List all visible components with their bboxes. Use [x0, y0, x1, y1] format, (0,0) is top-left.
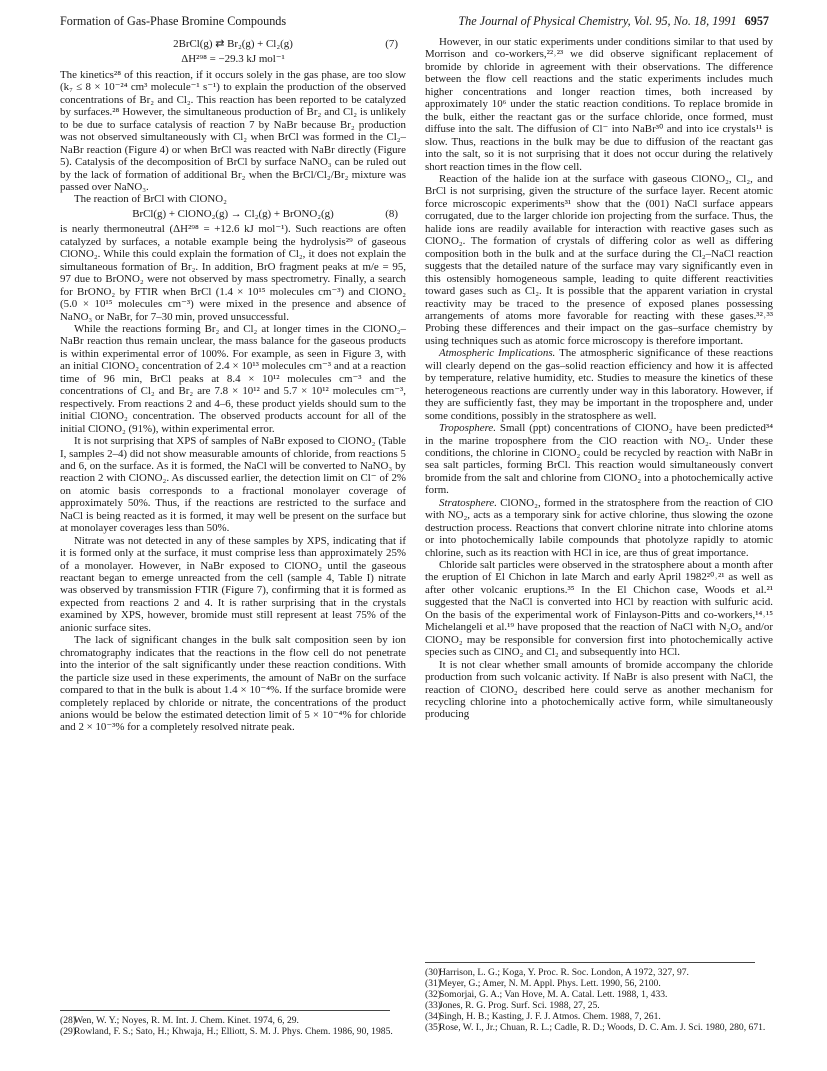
- journal-citation: The Journal of Physical Chemistry, Vol. 95, No. 18, 1991: [458, 14, 737, 28]
- footnote-number: (30): [425, 967, 441, 978]
- footnote-text: Wen, W. Y.; Noyes, R. M. Int. J. Chem. Kinet. 1974, 6, 29.: [74, 1015, 299, 1026]
- left-column: [60, 36, 406, 1037]
- footnote: [425, 1022, 773, 1033]
- footnote-text: Meyer, G.; Amer, N. M. Appl. Phys. Lett. 1990, 56, 2100.: [439, 978, 661, 989]
- equation-7-number: (7): [385, 38, 398, 50]
- paragraph: [425, 497, 773, 559]
- footnote: [425, 989, 773, 1000]
- footnote: [425, 1011, 773, 1022]
- footnote-divider: [425, 962, 755, 963]
- equation-7-text: 2BrCl(g) ⇄ Br₂(g) + Cl₂(g): [173, 38, 293, 50]
- footnote-divider: [60, 1010, 390, 1011]
- footnote-number: (35): [425, 1022, 441, 1033]
- footnote-text: Somorjai, G. A.; Van Hove, M. A. Catal. Lett. 1988, 1, 433.: [439, 989, 668, 1000]
- footnote-text: Harrison, L. G.; Koga, Y. Proc. R. Soc. London, A 1972, 327, 97.: [439, 967, 689, 978]
- footnote: [425, 967, 773, 978]
- equation-8-number: (8): [385, 207, 398, 220]
- paragraph: [425, 422, 773, 497]
- header-journal: [458, 14, 769, 29]
- section-heading: Troposphere.: [439, 422, 496, 435]
- equation-7-enthalpy: [60, 53, 406, 65]
- footnote: [60, 1015, 406, 1026]
- equation-8: [60, 208, 406, 220]
- paragraph: The lack of significant changes in the bulk salt composition seen by ion chromatography indicates that the reactions in the flow cell do not penetrate into the interior of the salt significantly under these reaction conditions. With the particle size used in these experiments, the amount of NaBr on the surface compared to that in the bulk is about 1.4 × 10⁻⁴%. If the surface bromide were completely replaced by chloride or nitrate, the concentrations of the product anions would be below the estimated detection limit of 5 × 10⁻⁴% for chloride and 2 × 10⁻³% for a completely resolved nitrate peak.: [60, 634, 406, 734]
- footnote: [425, 978, 773, 989]
- running-header: [60, 14, 769, 32]
- footnote-text: Jones, R. G. Prog. Surf. Sci. 1988, 27, 25.: [439, 1000, 600, 1011]
- paragraph-text: Small (ppt) concentrations of ClONO₂ have been predicted³⁴ in the marine troposphere from the ClO reaction with NO₂. Under these conditions, the chlorine in ClONO₂ could be recycled by reaction with NaBr in sea salt particles, forming BrCl. This reaction would simultaneously convert bromide from the salt and chlorine from ClONO₂ into a photochemically active form.: [425, 422, 773, 497]
- footnote-number: (32): [425, 989, 441, 1000]
- footnote-number: (33): [425, 1000, 441, 1011]
- footnote-number: (34): [425, 1011, 441, 1022]
- equation-7-enthalpy-text: ΔH²⁹⁸ = −29.3 kJ mol⁻¹: [181, 53, 285, 66]
- footnote-text: Rowland, F. S.; Sato, H.; Khwaja, H.; Elliott, S. M. J. Phys. Chem. 1986, 90, 1985.: [74, 1026, 393, 1037]
- footnote-text: Rose, W. I., Jr.; Chuan, R. L.; Cadle, R. D.; Woods, D. C. Am. J. Sci. 1980, 280, 671.: [439, 1022, 766, 1033]
- section-heading: Atmospheric Implications.: [439, 347, 556, 360]
- footnote: [60, 1026, 406, 1037]
- right-column: [425, 36, 773, 1033]
- paragraph: However, in our static experiments under conditions similar to that used by Morrison and co-workers,²²˒²³ we did observe significant replacement of bromide by chloride in agreement with their observations. The difference between the flow cell reactions and the static experiments includes much higher concentrations and longer reaction times, both increased by approximately 10⁶ under the static reaction conditions. To replace bromide in the bulk, either the reactant gas or the surface chloride, once formed, must diffuse into the salt. The diffusion of Cl⁻ into NaBr³⁰ and into ice crystals¹¹ is slow. Thus, reactions in the bulk may be due to diffusion of the reactant gas into the salt, so it is not surprising that it does not occur during the relatively short reaction times in the flow cell.: [425, 36, 773, 173]
- equation-8-text: BrCl(g) + ClONO₂(g) → Cl₂(g) + BrONO₂(g): [132, 207, 334, 220]
- paragraph: [425, 347, 773, 422]
- footnotes-right: [425, 956, 773, 1033]
- paragraph: The kinetics²⁸ of this reaction, if it occurs solely in the gas phase, are too slow (k₇ ≤ 8 × 10⁻²⁴ cm³ molecule⁻¹ s⁻¹) to explain the production of the observed concentrations of Br₂ and Cl₂. This reaction has been reported to be catalyzed by surfaces.²⁸ However, the simultaneous production of Br₂ and Cl₂ is unlikely to be due to surface catalysis of reaction 7 by NaBr because Br₂ production was not observed simultaneously with Cl₂ when BrCl was formed in the Cl₂–NaBr reaction (Figure 4) or when BrCl was reacted with NaBr directly (Figure 5). Catalysis of the decomposition of BrCl by surface NaNO₃ can be ruled out by the lack of formation of additional Br₂ when the BrCl/Cl₂/Br₂ mixture was passed over NaNO₃.: [60, 68, 406, 193]
- footnote-number: (28): [60, 1015, 76, 1026]
- paragraph: Nitrate was not detected in any of these samples by XPS, indicating that if it is formed only at the surface, it must comprise less than approximately 25% of a monolayer. However, in NaBr exposed to ClONO₂ until the gaseous reactant began to emerge unreacted from the cell (sample 4, Table I) nitrate was observed by transmission FTIR (Figure 7), confirming that it is formed as expected from reactions 2 and 4. It is rather surprising that in the crystals examined by XPS, however, bromide must still represent at least 75% of the anionic surface sites.: [60, 534, 406, 634]
- paragraph-text: The atmospheric significance of these reactions will clearly depend on the gas–solid reaction efficiency and how it is affected by temperature, relative humidity, etc. Studies to measure the kinetics of these heterogeneous reactions are currently under way in this laboratory. However, if they are sufficiently fast, they may be important in the troposphere and, under some conditions, possibly in the stratosphere as well.: [425, 347, 773, 422]
- paragraph: It is not surprising that XPS of samples of NaBr exposed to ClONO₂ (Table I, samples 2–4) did not show measurable amounts of chloride, from reactions 5 and 6, on the surface. As it is formed, the NaCl will be converted to NaNO₃ by reaction 2 with ClONO₂. As discussed earlier, the detection limit on Cl⁻ of 2% on atomic basis corresponds to a fractional monolayer coverage of approximately 50%. Thus, if the reactions are restricted to the surface and NaCl is being reacted as it is formed, it may well be present on the surface but at monolayer coverages less than 50%.: [60, 435, 406, 535]
- paragraph-text: ClONO₂, formed in the stratosphere from the reaction of ClO with NO₂, acts as a temporary sink for active chlorine, thus slowing the ozone destruction process. Reactions that convert chlorine nitrate into chlorine atoms or into photochemically labile compounds that photolyze rapidly to atomic chlorine, such as its reaction with HCl in ice, are thus of great importance.: [425, 496, 773, 559]
- paragraph: Reaction of the halide ion at the surface with gaseous ClONO₂, Cl₂, and BrCl is not surprising, given the structure of the surface layer. Recent atomic force microscopic experiments³¹ show that the (001) NaCl surface appears corrugated, due to the larger chloride ion projecting from the surface. Thus, the halide ions are readily available for interaction with reactive gases such as ClONO₂. The formation of crystals of differing color as well as differing composition both in the bulk and at the surface during the Cl₂–NaCl reaction suggests that the detailed nature of the surface may vary significantly even in this ostensibly homogeneous sample, leading to quite different reactivities toward gases such as Cl₂. It is possible that the apparent variation in crystal reactivity may be traced to the presence of exposed planes possessing arrangements of atoms more favorable for reacting with these gases.³²˒³³ Probing these differences and their impact on the gas–surface chemistry by using techniques such as atomic force microscopy is therefore important.: [425, 172, 773, 347]
- footnote-number: (31): [425, 978, 441, 989]
- equation-7: [60, 38, 406, 50]
- footnote-number: (29): [60, 1026, 76, 1037]
- paragraph: Chloride salt particles were observed in the stratosphere about a month after the eruption of El Chichon in late March and early April 1982²⁰˒²¹ as well as after other volcanic eruptions.³⁵ In the El Chichon case, Woods et al.²¹ suggested that the NaCl is converted into HCl by reaction with sulfuric acid. On the basis of the experimental work of Finlayson-Pitts and co-workers,¹⁴˒¹⁵ Michelangeli et al.¹⁹ have proposed that the reaction of NaCl with N₂O₅ and/or ClONO₂ may be responsible for conversion first into photochemically active species such as ClNO₂ and Cl₂ and subsequently into HCl.: [425, 559, 773, 659]
- section-heading: Stratosphere.: [439, 496, 497, 509]
- paragraph: The reaction of BrCl with ClONO₂: [74, 193, 227, 206]
- footnote: [425, 1000, 773, 1011]
- paragraph: It is not clear whether small amounts of bromide accompany the chloride production from such volcanic activity. If NaBr is also present with NaCl, the reaction of ClONO₂ described here could serve as another mechanism for recycling chlorine into a photochemically active form, while simultaneously producing: [425, 658, 773, 721]
- paragraph: While the reactions forming Br₂ and Cl₂ at longer times in the ClONO₂–NaBr reaction thus remain unclear, the mass balance for the gaseous products is within experimental error of 100%. For example, as seen in Figure 3, with an initial ClONO₂ concentration of 2.4 × 10¹³ molecules cm⁻³ and at a reaction time of 96 min, BrCl peaks at 8.4 × 10¹² molecules cm⁻³ and the concentrations of Cl₂ and Br₂ are 7.8 × 10¹² and 5.7 × 10¹² molecules cm⁻³, respectively. From reactions 2 and 4–6, these product yields should sum to the initial ClONO₂ concentration. The observed products account for all of the initial ClONO₂ (91%), within experimental error.: [60, 322, 406, 435]
- header-title: Formation of Gas-Phase Bromine Compounds: [60, 14, 287, 28]
- footnotes-left: [60, 1004, 406, 1037]
- paragraph: is nearly thermoneutral (ΔH²⁹⁸ = +12.6 kJ mol⁻¹). Such reactions are often catalyzed by surfaces, a notable example being the hydrolysis²⁹ of gaseous ClONO₂. While this could explain the formation of Cl₂, it does not explain the simultaneous formation of Br₂. In addition, BrO fragment peaks at m/e = 95, 97 due to BrONO₂ were not observed by mass spectrometry. Finally, a search for BrONO₂ by FTIR when BrCl (1.4 × 10¹⁵ molecules cm⁻³) and ClONO₂ (5.0 × 10¹⁵ molecules cm⁻³) were mixed in the presence and absence of NaNO₃ or NaBr, for 7–30 min, proved unsuccessful.: [60, 223, 406, 323]
- page-number: 6957: [744, 14, 769, 28]
- footnote-text: Singh, H. B.; Kasting, J. F. J. Atmos. Chem. 1988, 7, 261.: [439, 1011, 661, 1022]
